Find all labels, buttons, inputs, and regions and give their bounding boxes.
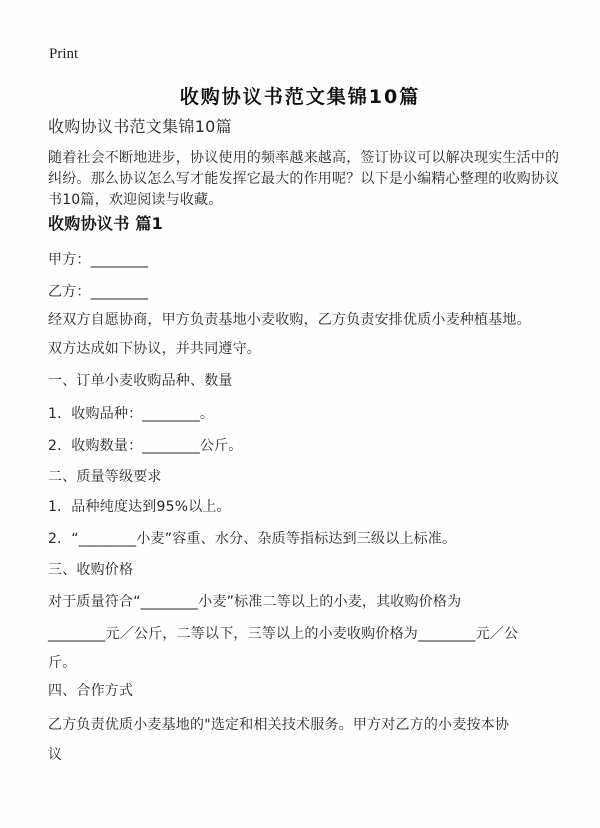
section-3-heading: 三、收购价格	[48, 562, 134, 578]
intro-line-2: 纠纷。那么协议怎么写才能发挥它最大的作用呢？以下是小编精心整理的收购协议	[48, 171, 560, 187]
section-1-heading: 一、订单小麦收购品种、数量	[48, 373, 233, 389]
print-button[interactable]: Print	[49, 46, 79, 62]
party-a-line: 甲方：________	[48, 252, 149, 268]
section-1-item-1: 1．收购品种：________。	[48, 406, 215, 422]
piece-1-heading: 收购协议书 篇1	[48, 214, 164, 233]
preamble-line: 经双方自愿协商，甲方负责基地小麦收购，乙方负责安排优质小麦种植基地。	[48, 312, 531, 328]
section-2-item-1: 1．品种纯度达到95%以上。	[48, 499, 231, 515]
document-subtitle: 收购协议书范文集锦10篇	[48, 117, 232, 136]
price-line-2: ________元／公斤，二等以下，三等以上的小麦收购价格为________元／公	[48, 626, 519, 642]
section-2-item-2: 2．“________小麦”容重、水分、杂质等指标达到三级以上标准。	[48, 531, 457, 547]
section-2-heading: 二、质量等级要求	[48, 469, 162, 485]
intro-line-1: 随着社会不断地进步，协议使用的频率越来越高，签订协议可以解决现实生活中的	[48, 150, 560, 166]
price-line-1: 对于质量符合“________小麦”标准二等以上的小麦，其收购价格为	[48, 594, 462, 610]
page-title: 收购协议书范文集锦10篇	[179, 86, 421, 108]
agreement-line: 双方达成如下协议，并共同遵守。	[48, 341, 261, 357]
section-4-heading: 四、合作方式	[48, 683, 134, 699]
cooperation-line-2: 议	[48, 747, 63, 763]
section-1-item-2: 2．收购数量：________公斤。	[48, 438, 243, 454]
cooperation-line-1: 乙方负责优质小麦基地的"选定和相关技术服务。甲方对乙方的小麦按本协	[48, 717, 510, 733]
price-line-3: 斤。	[48, 655, 77, 671]
intro-line-3: 书10篇，欢迎阅读与收藏。	[48, 192, 223, 208]
party-b-line: 乙方：________	[48, 284, 149, 300]
